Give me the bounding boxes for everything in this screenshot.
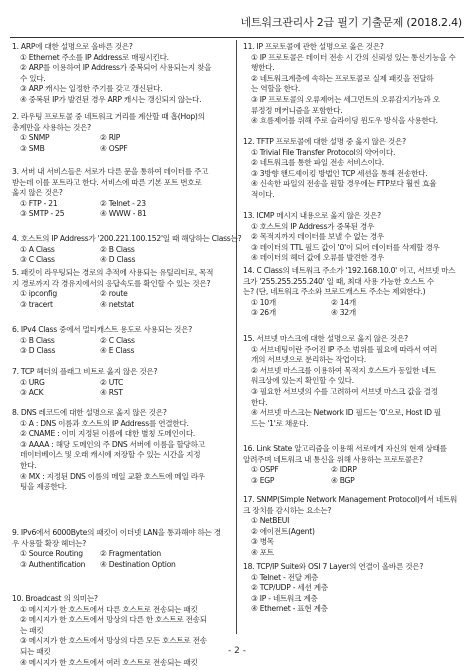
answer-option: ④ RST	[100, 388, 123, 398]
question-block	[243, 42, 468, 127]
answer-grid	[243, 465, 468, 486]
answer-option: ② 네트워크를 통한 파일 전송 서비스이다.	[251, 158, 384, 168]
answer-option: 팅을 제공한다.	[20, 482, 67, 492]
answer-grid	[12, 549, 237, 570]
answer-option: 한다.	[20, 460, 37, 470]
answer-option: ① Source Routing	[20, 549, 83, 559]
answer-option: ④ BGP	[331, 475, 355, 485]
answer-grid	[243, 298, 468, 319]
question-text: 9. IPv6에서 6000Byte의 패킷이 이더넷 LAN을 통과해야 하는 경	[12, 528, 221, 537]
answer-option: ③ D Class	[20, 346, 56, 356]
answer-option: ④ 포트	[251, 547, 274, 557]
question-text: 7. TCP 헤더의 플래그 비트로 옳지 않은 것은?	[12, 367, 158, 376]
question-block	[243, 334, 468, 429]
question-text: 5. 패킷이 라우팅되는 경로의 추적에 사용되는 유틸리티로, 목적	[12, 268, 214, 277]
answer-option: ③ 데이터의 TTL 필드 값이 '0'이 되어 데이터를 삭제할 경우	[251, 242, 440, 252]
answer-grid	[12, 199, 237, 220]
answer-option: ④ Destination Option	[100, 559, 176, 569]
question-text: 8. DNS 레코드에 대한 설명으로 옳지 않은 것은?	[12, 408, 167, 417]
answer-option: ③ AAAA : 해당 도메인의 주 DNS 서버에 이름을 할당하고	[20, 439, 205, 449]
answer-option: 한다.	[251, 397, 268, 407]
question-text: 크가 '255.255.255.240' 일 때, 최대 사용 가능한 호스트 수	[243, 276, 434, 286]
answer-option: ② 14개	[331, 297, 356, 307]
answer-option: ③ SMB	[20, 143, 45, 153]
answer-option: 적이다.	[251, 189, 275, 199]
answer-option: ① A : DNS 이름과 호스트의 IP Address를 연결한다.	[20, 418, 189, 428]
answer-option: ② IDRP	[331, 465, 357, 475]
answer-option: 개의 서브넷으로 분리하는 작업이다.	[251, 355, 366, 365]
question-block	[243, 495, 468, 559]
question-text: 18. TCP/IP Suite와 OSI 7 Layer의 연결이 올바른 것은?	[243, 562, 424, 571]
answer-option: ③ 메시지가 한 호스트에서 망상의 다른 모든 호스트로 전송	[20, 636, 207, 646]
answer-option: ① Telnet - 전달 계층	[251, 572, 319, 582]
answer-option: 류정정 메커니즘을 포함한다.	[251, 105, 343, 115]
question-text: 10. Broadcast 의 의미는?	[12, 594, 98, 603]
answer-option: ④ netstat	[100, 299, 134, 309]
question-text: 크 장치를 감시하는 요소는?	[243, 505, 332, 515]
answer-option: ② CNAME : 이미 지정된 이름에 대한 별칭 도메인이다.	[20, 429, 196, 439]
question-block	[12, 112, 237, 154]
answer-option: ③ ACK	[20, 388, 44, 398]
question-text: 는? (단, 네트워크 주소와 브로드캐스트 주소는 제외한다.)	[243, 287, 426, 297]
answer-option: ② C Class	[100, 335, 135, 345]
answer-option: ④ 흐름제어를 위해 주로 슬라이딩 윈도우 방식을 사용한다.	[251, 116, 438, 126]
question-block	[243, 211, 468, 264]
question-block	[12, 408, 237, 493]
answer-option: ④ Ethernet - 표현 계층	[251, 604, 328, 614]
answer-option: ① Ethernet 주소를 IP Address로 매핑시킨다.	[20, 52, 169, 62]
answer-option: ③ Authentification	[20, 559, 86, 569]
answer-option: ④ 메시지가 한 호스트에서 여러 호스트로 전송되는 패킷	[20, 657, 198, 667]
page-header	[10, 0, 464, 38]
question-text: 4. 호스트의 IP Address가 '200.221.100.152'일 때 해당하는 Class는?	[12, 234, 242, 243]
question-block	[243, 444, 468, 486]
question-text: 총계만을 사용하는 것은?	[12, 122, 91, 132]
answer-option: ② Telnet - 23	[100, 198, 146, 208]
answer-grid	[12, 133, 237, 154]
answer-option: 워크상에 있는지 확인할 수 있다.	[251, 376, 354, 386]
question-block	[12, 234, 242, 266]
answer-option: 데이터베이스 및 오래 캐시에 저장할 수 있는 시간을 지정	[20, 450, 201, 460]
question-text: 6. IPv4 Class 중에서 멀티캐스트 용도로 사용되는 것은?	[12, 325, 192, 334]
question-text: 14. C Class의 네트워크 주소가 '192.168.10.0' 이고, 서브넷 마스	[243, 266, 456, 275]
answer-option: ① 메시지가 한 호스트에서 다른 호스트로 전송되는 패킷	[20, 604, 198, 614]
question-block	[12, 528, 237, 570]
question-text: 12. TFTP 프로토콜에 대한 설명 중 옳지 않은 것은?	[243, 137, 406, 146]
answer-option: 는 패킷	[20, 625, 44, 635]
question-text: 16. Link State 알고리즘을 이용해 서로에게 자신의 현재 상태를	[243, 444, 447, 453]
question-text: 15. 서브넷 마스크에 대한 설명으로 옳지 않은 것은?	[243, 334, 408, 343]
question-text: 1. ARP에 대한 설명으로 올바른 것은?	[12, 42, 133, 51]
answer-option: ② 메시지가 한 호스트에서 망상의 다른 한 호스트로 전송되	[20, 615, 207, 625]
answer-option: ① Trivial File Transfer Protocol의 약어이다.	[251, 147, 396, 157]
answer-option: ① FTP - 21	[20, 198, 58, 208]
question-text: 11. IP 프로토콜에 관한 설명으로 옳은 것은?	[243, 42, 384, 51]
answer-option: ④ 32개	[331, 308, 356, 318]
answer-option: ③ 3방향 핸드셰이킹 방법인 TCP 세션을 통해 전송한다.	[251, 168, 428, 178]
answer-option: ③ 병목	[251, 537, 274, 547]
answer-option: 수 있다.	[20, 73, 46, 83]
question-block	[12, 42, 237, 106]
answer-option: 되는 패킷	[20, 646, 51, 656]
answer-grid	[12, 336, 237, 357]
question-block	[12, 268, 237, 310]
question-text: 받는데 이를 포트라고 한다. 서비스에 따른 기본 포트 번호로	[12, 177, 202, 187]
question-text: 알려주며 네트워크 내 통신을 위해 사용하는 프로토콜은?	[243, 454, 423, 464]
answer-option: ② 목적지까지 데이터를 보낼 수 없는 경우	[251, 232, 384, 242]
question-block	[12, 594, 237, 668]
answer-option: ④ 데이터의 헤더 값에 오류를 발견한 경우	[251, 253, 384, 263]
answer-option: ④ MX : 지정된 DNS 이름의 메일 교환 호스트에 메일 라우	[20, 471, 205, 481]
answer-option: 는 역할을 한다.	[251, 84, 301, 94]
question-text: 옳지 않은 것은?	[12, 188, 63, 198]
question-block	[12, 167, 237, 220]
question-text: 2. 라우팅 프로토콜 중 네트워크 거리를 계산할 때 홉(Hop)의	[12, 112, 205, 121]
answer-option: ② 네트워크계층에 속하는 프로토콜로 실제 패킷을 전달하	[251, 73, 434, 83]
answer-option: ③ 26개	[251, 308, 276, 318]
answer-option: ④ WWW - 81	[100, 209, 147, 219]
answer-option: ① B Class	[20, 335, 55, 345]
answer-option: ① NetBEUI	[251, 516, 290, 526]
answer-option: ④ D Class	[100, 255, 136, 265]
answer-option: ③ ARP 캐시는 일정한 주기를 갖고 갱신된다.	[20, 84, 163, 94]
answer-option: 드는 '1'로 채운다.	[251, 418, 309, 428]
answer-option: ① 10개	[251, 297, 276, 307]
question-text: 우 사용할 확장 헤더는?	[12, 538, 87, 548]
answer-option: ④ 서브넷 마스크는 Network ID 필드는 '0'으로, Host ID 필	[251, 408, 441, 418]
question-text: 지 경로까지 각 경유지에서의 응답속도를 확인할 수 있는 것은?	[12, 278, 211, 288]
question-text: 17. SNMP(Simple Network Management Protocol)에서 네트워	[243, 495, 458, 504]
answer-option: ④ E Class	[100, 346, 135, 356]
answer-option: ② 에이전트(Agent)	[251, 526, 315, 536]
answer-option: ② UTC	[100, 377, 124, 387]
answer-option: ③ 필요한 서브넷의 수를 고려하여 서브넷 마스크 값을 결정	[251, 386, 438, 396]
answer-option: ④ 신속한 파일의 전송을 원할 경우에는 FTP보다 훨씬 효율	[251, 179, 437, 189]
answer-option: ① URG	[20, 377, 45, 387]
answer-option: ② route	[100, 289, 128, 299]
answer-option: ③ C Class	[20, 255, 55, 265]
exam-title: 네트워크관리사 2급 필기 기출문제 (2018.2.4)	[240, 16, 462, 29]
answer-option: ③ EGP	[251, 475, 275, 485]
question-text: 13. ICMP 메시지 내용으로 옳지 않은 것은?	[243, 211, 381, 220]
answer-grid	[12, 289, 237, 310]
answer-option: ② Fragmentation	[100, 549, 161, 559]
question-block	[12, 367, 237, 399]
answer-option: ② B Class	[100, 244, 135, 254]
answer-grid	[12, 378, 237, 399]
answer-option: 행한다.	[251, 63, 275, 73]
answer-option: ② TCP/UDP - 세션 계층	[251, 583, 328, 593]
answer-option: ① 호스트의 IP Address가 중복된 경우	[251, 221, 375, 231]
question-text: 3. 서버 내 서비스들은 서로가 다른 문을 통하여 데이터를 주고	[12, 167, 209, 176]
answer-option: ④ 중복된 IP가 발견된 경우 ARP 캐시는 갱신되지 않는다.	[20, 94, 202, 104]
answer-option: ① A Class	[20, 244, 55, 254]
answer-option: ③ tracert	[20, 299, 53, 309]
question-block	[12, 325, 237, 357]
answer-grid	[12, 245, 237, 266]
answer-option: ② ARP를 이용하여 IP Address가 중복되어 사용되는지 찾을	[20, 63, 212, 73]
answer-option: ② 서브넷 마스크를 이용하여 목적지 호스트가 동일한 네트	[251, 365, 436, 375]
answer-option: ① SNMP	[20, 133, 50, 143]
answer-option: ④ OSPF	[100, 143, 128, 153]
answer-option: ① ipconfig	[20, 289, 57, 299]
page-number: - 2 -	[228, 646, 246, 656]
answer-option: ② RIP	[100, 133, 121, 143]
answer-option: ③ IP 프로토콜의 오류제어는 세그먼트의 오류감지기능과 오	[251, 94, 440, 104]
answer-option: ③ SMTP - 25	[20, 209, 65, 219]
question-block	[243, 562, 468, 615]
answer-option: ③ IP - 네트워크 계층	[251, 593, 318, 603]
answer-option: ① OSPF	[251, 465, 279, 475]
answer-option: ① 서브네팅이란 주어진 IP 주소 범위를 필요에 따라서 여러	[251, 344, 438, 354]
question-block	[243, 137, 468, 201]
question-block	[243, 266, 468, 319]
answer-option: ① IP 프로토콜은 데이터 전송 시 간의 신뢰성 있는 통신기능을 수	[251, 52, 456, 62]
